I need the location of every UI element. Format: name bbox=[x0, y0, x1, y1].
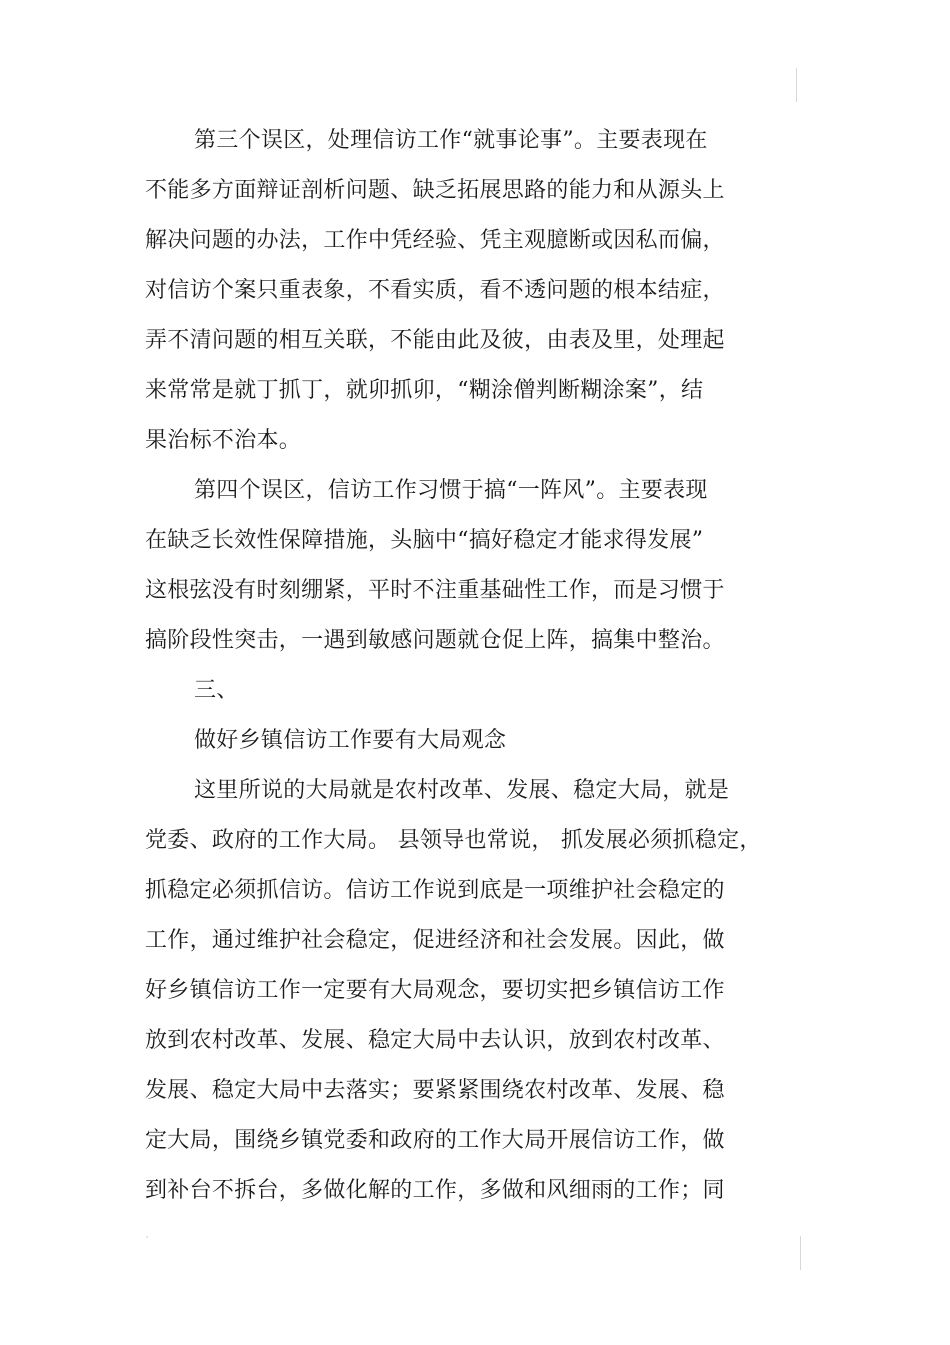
text-line: 这里所说的大局就是农村改革、发展、稳定大局，就是 bbox=[194, 778, 730, 803]
text-line: 抓稳定必须抓信访。信访工作说到底是一项维护社会稳定的 bbox=[145, 878, 725, 903]
page-corner-mark-bottom bbox=[800, 1236, 801, 1270]
text-line: 弄不清问题的相互关联，不能由此及彼，由表及里，处理起 bbox=[145, 328, 725, 353]
text-line: 到补台不拆台，多做化解的工作，多做和风细雨的工作；同 bbox=[145, 1178, 725, 1203]
text-line: 放到农村改革、发展、稳定大局中去认识，放到农村改革、 bbox=[145, 1028, 725, 1053]
text-line: 定大局，围绕乡镇党委和政府的工作大局开展信访工作，做 bbox=[145, 1128, 725, 1153]
text-line: 三、 bbox=[194, 678, 239, 703]
text-line: 果治标不治本。 bbox=[145, 428, 302, 453]
text-line: 在缺乏长效性保障措施，头脑中“搞好稳定才能求得发展” bbox=[145, 528, 704, 553]
text-line: 搞阶段性突击，一遇到敏感问题就仓促上阵，搞集中整治。 bbox=[145, 628, 725, 653]
page-corner-mark-top bbox=[796, 68, 797, 102]
text-line: 不能多方面辩证剖析问题、缺乏拓展思路的能力和从源头上 bbox=[145, 178, 725, 203]
text-line: 工作，通过维护社会稳定，促进经济和社会发展。因此，做 bbox=[145, 928, 725, 953]
text-line: 对信访个案只重表象，不看实质，看不透问题的根本结症， bbox=[145, 278, 725, 303]
text-line: 第三个误区，处理信访工作“就事论事”。主要表现在 bbox=[194, 128, 708, 153]
text-line: 这根弦没有时刻绷紧，平时不注重基础性工作，而是习惯于 bbox=[145, 578, 725, 603]
text-line: 来常常是就丁抓丁，就卯抓卯，“糊涂僧判断糊涂案”，结 bbox=[145, 378, 704, 403]
text-line: 第四个误区，信访工作习惯于搞“一阵风”。主要表现 bbox=[194, 478, 708, 503]
page-corner-dot bbox=[146, 1236, 148, 1238]
text-line: 好乡镇信访工作一定要有大局观念，要切实把乡镇信访工作 bbox=[145, 978, 725, 1003]
text-line: 解决问题的办法，工作中凭经验、凭主观臆断或因私而偏， bbox=[145, 228, 725, 253]
text-line: 发展、稳定大局中去落实；要紧紧围绕农村改革、发展、稳 bbox=[145, 1078, 725, 1103]
text-line: 党委、政府的工作大局。 县领导也常说， 抓发展必须抓稳定， bbox=[145, 828, 762, 853]
document-body bbox=[145, 116, 805, 1216]
text-line: 做好乡镇信访工作要有大局观念 bbox=[194, 728, 507, 753]
